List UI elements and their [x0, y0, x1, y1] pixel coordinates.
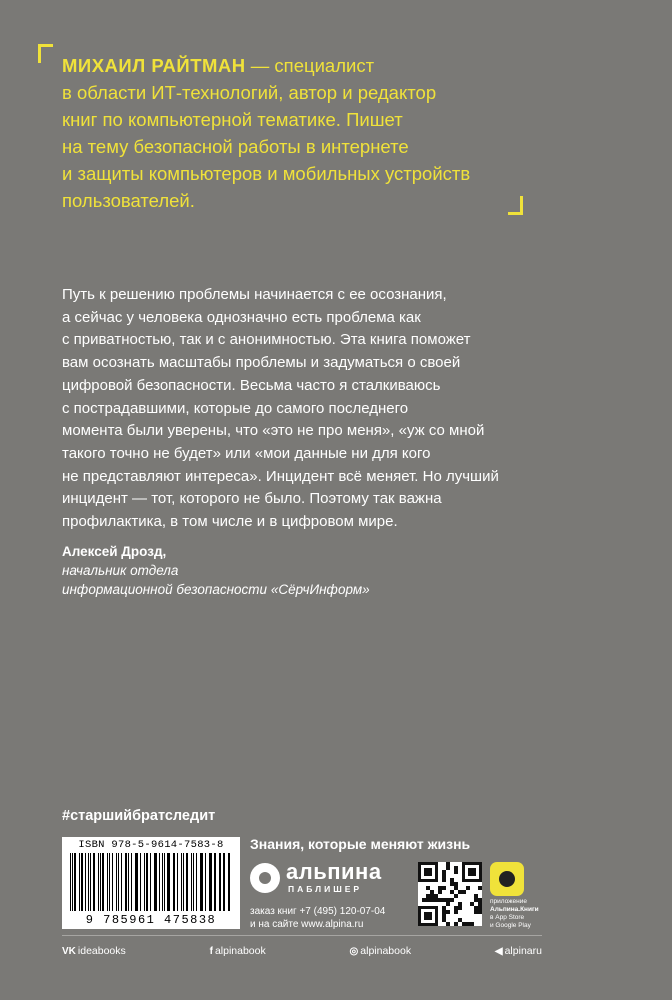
author-bio-line: МИХАИЛ РАЙТМАН — специалист	[62, 55, 375, 76]
facebook-icon: f	[209, 945, 213, 957]
barcode-bar	[118, 853, 119, 911]
barcode-bar	[102, 853, 104, 911]
qr-code-icon	[418, 862, 482, 926]
review-quote	[62, 284, 582, 534]
order-phone: заказ книг +7 (495) 120-07-04	[250, 906, 386, 917]
quote-line: а сейчас у человека однозначно есть проблема как	[62, 308, 421, 326]
author-bio-line: книг по компьютерной тематике. Пишет	[62, 109, 403, 130]
quote-line: Путь к решению проблемы начинается с ее осознания,	[62, 286, 447, 303]
barcode-bars	[70, 853, 232, 911]
barcode-bar	[107, 853, 108, 911]
barcode-bar	[98, 853, 99, 911]
barcode-bar	[70, 853, 71, 911]
social-label: alpinabook	[360, 945, 412, 957]
quote-line: цифровой безопасности. Весьма часто я сталкиваюсь	[62, 376, 441, 394]
barcode-bar	[159, 853, 160, 911]
isbn-barcode	[62, 837, 240, 929]
corner-bracket-bottom-right	[508, 196, 523, 215]
barcode-bar	[154, 853, 155, 911]
barcode-bar	[125, 853, 127, 911]
quote-line: не представляют интереса». Инцидент всё меняет. Но лучший	[62, 467, 499, 485]
barcode-bar	[200, 853, 201, 911]
social-label: ideabooks	[77, 945, 126, 957]
barcode-bar	[90, 853, 91, 911]
social-label: alpinaru	[504, 945, 542, 957]
barcode-bar	[201, 853, 202, 911]
instagram-icon: ◎	[349, 945, 359, 957]
social-label: alpinabook	[214, 945, 266, 957]
barcode-bar	[93, 853, 94, 911]
footer-divider	[62, 935, 542, 936]
signature-role: информационной безопасности «СёрчИнформ»	[62, 582, 370, 597]
author-bio	[62, 52, 542, 214]
quote-line: с приватностью, так и с анонимностью. Эта книга поможет	[62, 331, 471, 349]
hashtag: #старшийбратследит	[62, 808, 216, 824]
barcode-bar	[135, 853, 136, 911]
barcode-bar	[214, 853, 215, 911]
barcode-bar	[88, 853, 89, 911]
barcode-bar	[85, 853, 86, 911]
barcode-bar	[220, 853, 221, 911]
barcode-bar	[164, 853, 165, 911]
isbn-digits: 9 785961 475838	[85, 913, 217, 927]
social-vk	[62, 945, 126, 957]
corner-bracket-top-left	[38, 44, 53, 63]
barcode-bar	[116, 853, 117, 911]
author-bio-line: пользователей.	[62, 190, 195, 211]
social-links	[62, 945, 542, 957]
barcode-bar	[121, 853, 122, 911]
barcode-bar	[174, 853, 175, 911]
barcode-bar	[112, 853, 113, 911]
barcode-bar	[173, 853, 174, 911]
publisher-name: альпина	[286, 859, 382, 884]
social-instagram	[350, 945, 412, 957]
barcode-bar	[205, 853, 206, 911]
barcode-bar	[177, 853, 178, 911]
barcode-bar	[219, 853, 220, 911]
barcode-bar	[167, 853, 169, 911]
barcode-bar	[210, 853, 212, 911]
vk-icon: VK	[62, 945, 76, 957]
author-bio-line: и защиты компьютеров и мобильных устройств	[62, 163, 471, 184]
barcode-bar	[81, 853, 83, 911]
barcode-bar	[128, 853, 129, 911]
quote-signature	[62, 542, 370, 599]
barcode-bar	[109, 853, 110, 911]
barcode-bar	[136, 853, 137, 911]
barcode-bar	[223, 853, 224, 911]
barcode-bar	[100, 853, 101, 911]
signature-role: начальник отдела	[62, 563, 179, 578]
publisher-tagline: Знания, которые меняют жизнь	[250, 836, 471, 852]
publisher-subtitle: ПАБЛИШЕР	[288, 884, 363, 894]
barcode-bar	[155, 853, 156, 911]
order-info	[250, 905, 385, 931]
isbn-number: ISBN 978-5-9614-7583-8	[78, 839, 224, 851]
barcode-bar	[140, 853, 141, 911]
barcode-bar	[183, 853, 184, 911]
telegram-icon: ◀	[494, 945, 503, 957]
barcode-bar	[146, 853, 148, 911]
author-name: МИХАИЛ РАЙТМАН	[62, 55, 246, 76]
author-bio-line: в области ИТ-технологий, автор и редактор	[62, 82, 437, 103]
barcode-bar	[186, 853, 188, 911]
barcode-bar	[191, 853, 192, 911]
alpina-logo-icon	[250, 863, 280, 893]
app-info: приложение Альпина.Книги в App Store и Google Play	[490, 898, 539, 929]
barcode-bar	[209, 853, 210, 911]
quote-line: вам осознать масштабы проблемы и задуматься о своей	[62, 354, 461, 372]
barcode-bar	[72, 853, 73, 911]
barcode-bar	[150, 853, 151, 911]
barcode-bar	[162, 853, 163, 911]
app-icon	[490, 862, 524, 896]
barcode-bar	[196, 853, 197, 911]
barcode-bar	[193, 853, 194, 911]
quote-line: с пострадавшими, которые до самого последнего	[62, 399, 409, 417]
quote-line: момента были уверены, что «это не про меня», «уж со мной	[62, 422, 485, 440]
barcode-bar	[144, 853, 145, 911]
quote-line: профилактика, в том числе и в цифровом мире.	[62, 513, 398, 531]
barcode-bar	[131, 853, 132, 911]
order-site: и на сайте www.alpina.ru	[250, 919, 364, 930]
quote-line: такого точно не будет» или «мои данные ни для кого	[62, 444, 431, 462]
barcode-bar	[228, 853, 229, 911]
social-telegram	[495, 945, 542, 957]
barcode-bar	[79, 853, 80, 911]
quote-line: инцидент — тот, которого не было. Поэтому так важна	[62, 490, 442, 508]
barcode-bar	[181, 853, 182, 911]
signature-name: Алексей Дрозд,	[62, 544, 167, 559]
barcode-bar	[229, 853, 230, 911]
barcode-bar	[74, 853, 75, 911]
author-bio-line: на тему безопасной работы в интернете	[62, 136, 409, 157]
social-facebook	[210, 945, 266, 957]
